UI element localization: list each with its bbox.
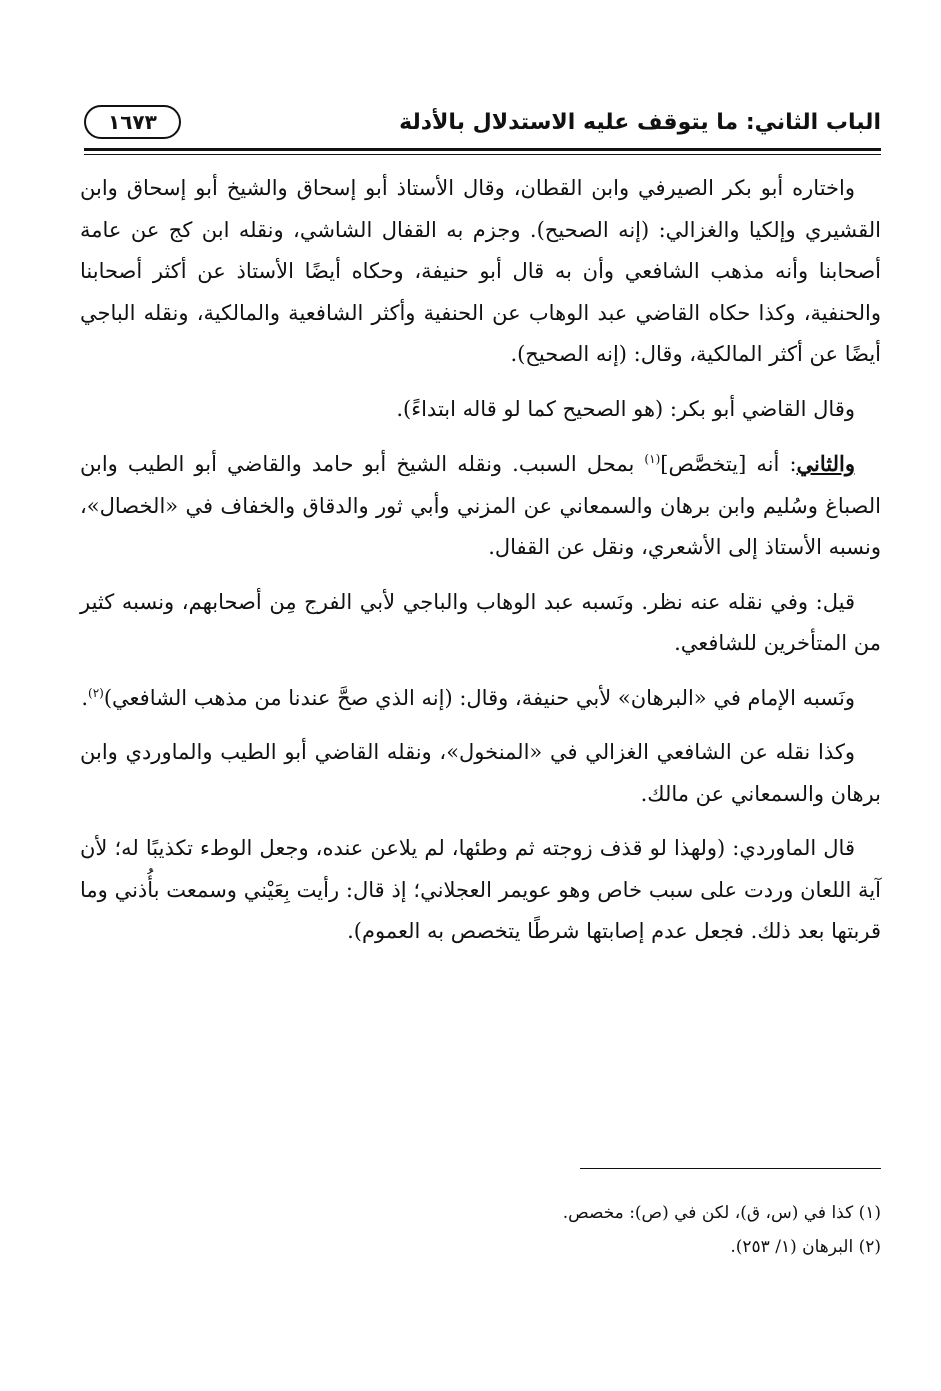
- paragraph-text: ونَسبه الإمام في «البرهان» لأبي حنيفة، وقال: (إنه الذي صحَّ عندنا من مذهب الشافعي): [103, 685, 855, 710]
- paragraph: قال الماوردي: (ولهذا لو قذف زوجته ثم وطئها، لم يلاعن عنده، وجعل الوطء تكذيبًا له؛ لأن آية اللعان وردت على سبب خاص وهو عويمر العجلاني؛ إذ قال: رأيت بِعَيْني وسمعت بأُذني وما قربتها بعد ذلك. فجعل عدم إصابتها شرطًا يتخصص به العموم).: [80, 836, 881, 943]
- chapter-title: الباب الثاني: ما يتوقف عليه الاستدلال بالأدلة: [399, 109, 881, 135]
- page-number: ١٦٧٣: [84, 105, 181, 139]
- running-header: [84, 100, 881, 144]
- paragraph: واختاره أبو بكر الصيرفي وابن القطان، وقال الأستاذ أبو إسحاق والشيخ أبو إسحاق وابن القشيري وإلكيا والغزالي: (إنه الصحيح). وجزم به القفال الشاشي، ونقله ابن كج عن عامة أصحابنا وأنه مذهب الشافعي وأن به قال أبو حنيفة، وحكاه أيضًا الأستاذ عن أكثر أصحابنا والحنفية، وكذا حكاه القاضي عبد الوهاب عن الحنفية وأكثر الشافعية والمالكية، ونقله الباجي أيضًا عن أكثر المالكية، وقال: (إنه الصحيح).: [80, 176, 881, 366]
- footnote: (١) كذا في (س، ق)، لكن في (ص): مخصص.: [562, 1203, 881, 1223]
- paragraph: قيل: وفي نقله عنه نظر. ونَسبه عبد الوهاب والباجي لأبي الفرج مِن أصحابهم، ونسبه كثير من المتأخرين للشافعي.: [80, 589, 881, 655]
- footnote-marker[interactable]: (١): [644, 452, 661, 466]
- paragraph-text: : أنه [يتخصَّص]: [660, 452, 797, 476]
- header-rule-thin: [84, 154, 881, 155]
- paragraph-text: بمحل السبب. ونقله الشيخ أبو حامد والقاضي أبو الطيب وابن الصباغ وسُليم وابن برهان والسمعاني عن المزني وأبي ثور والدقاق والخفاف في «الخصال»، ونسبه الأستاذ إلى الأشعري، ونقل عن القفال.: [80, 452, 881, 559]
- footnote-separator: [580, 1168, 881, 1169]
- header-rule-thick: [84, 148, 881, 151]
- footnotes: [80, 1196, 881, 1264]
- main-text: [80, 168, 881, 966]
- paragraph: [80, 443, 881, 569]
- paragraph: وقال القاضي أبو بكر: (هو الصحيح كما لو قاله ابتداءً).: [396, 396, 855, 421]
- paragraph-text: .: [81, 685, 88, 710]
- paragraph: وكذا نقله عن الشافعي الغزالي في «المنخول»، ونقله القاضي أبو الطيب والماوردي وابن برهان والسمعاني عن مالك.: [80, 740, 881, 806]
- paragraph: [80, 678, 881, 720]
- footnote: (٢) البرهان (١/ ٢٥٣).: [730, 1237, 881, 1257]
- keyword-second-opinion: والثاني: [796, 451, 855, 476]
- footnote-marker[interactable]: (٢): [88, 685, 104, 700]
